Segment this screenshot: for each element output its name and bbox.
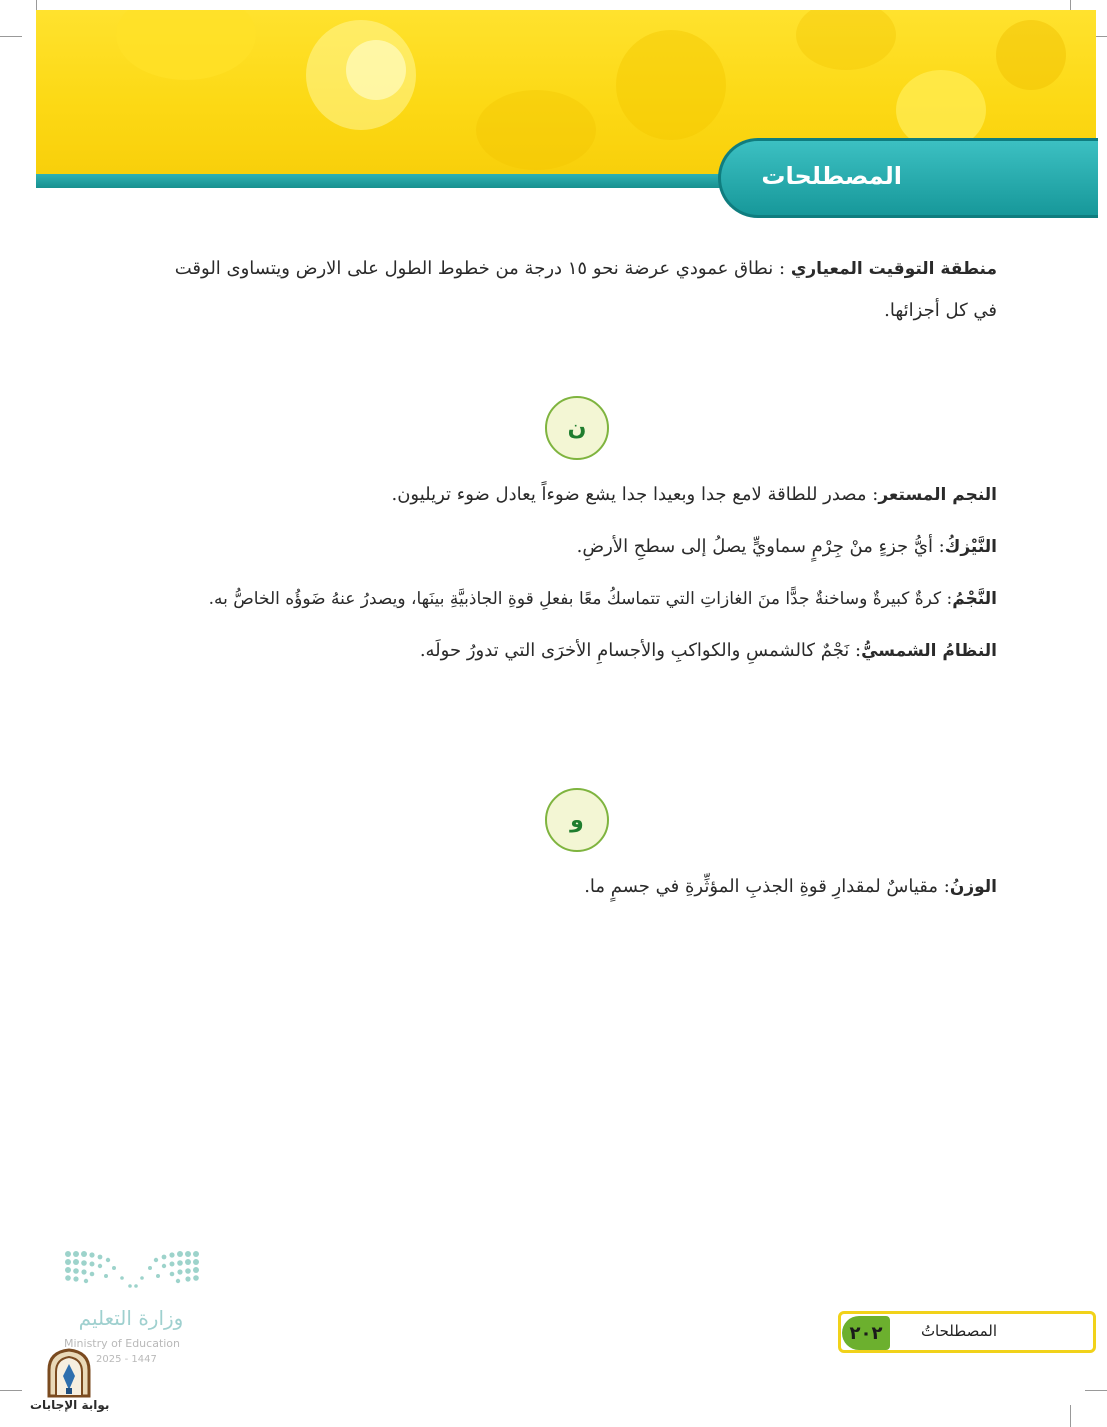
decor-bubble bbox=[346, 40, 406, 100]
crop-mark bbox=[0, 36, 22, 37]
page-number: ٢٠٢ bbox=[842, 1316, 890, 1350]
crop-mark bbox=[1070, 1405, 1071, 1427]
glossary-entry bbox=[391, 474, 997, 516]
entry-definition: : كرةٌ كبيرةٌ وساخنةٌ جدًّا منَ الغازاتِ التي تتماسكُ معًا بفعلِ قوةِ الجاذبيَّةِ بينَها، ويصدرُ عنهُ ضَوؤُه الخاصُّ به. bbox=[208, 589, 953, 609]
entry-definition: : أيُّ جزءٍ منْ جِرْمٍ سماويٍّ يصلُ إلى سطحِ الأرضِ. bbox=[576, 536, 945, 557]
entry-term: النَّيْزكُ bbox=[944, 537, 997, 557]
glossary-entry bbox=[420, 630, 997, 672]
ministry-year: 2025 - 1447 bbox=[96, 1354, 157, 1365]
entry-term: النَّجْمُ bbox=[952, 589, 997, 609]
footer-label: المصطلحاتُ bbox=[920, 1322, 997, 1340]
glossary-entry bbox=[209, 578, 997, 620]
entry-definition: نطاق عمودي عرضة نحو ١٥ درجة من خطوط الطول على الارض ويتساوى الوقت bbox=[174, 258, 774, 279]
decor-bubble bbox=[796, 10, 896, 70]
entry-definition: : نَجْمٌ كالشمسِ والكواكبِ والأجسامِ الأخرَى التي تدورُ حولَه. bbox=[419, 640, 862, 661]
glossary-entry bbox=[577, 526, 997, 568]
letter-circle-w bbox=[545, 788, 609, 852]
gate-logo-icon bbox=[44, 1348, 94, 1398]
watermark-text: بوابة الإجابات bbox=[30, 1398, 110, 1412]
entry-definition: : مصدر للطاقة لامع جدا وبعيدا جدا يشع ضوءاً يعادل ضوء تريليون. bbox=[391, 484, 879, 505]
crop-mark bbox=[1085, 1390, 1107, 1391]
entry-separator: : bbox=[773, 258, 791, 279]
glossary-entry bbox=[584, 866, 997, 908]
decor-bubble bbox=[476, 90, 596, 170]
glossary-entry bbox=[117, 248, 997, 332]
entry-term: الوزنُ bbox=[949, 877, 997, 897]
ministry-name-ar: وزارة التعليم bbox=[78, 1306, 184, 1330]
section-letter: و bbox=[570, 807, 584, 833]
entry-term: منطقة التوقيت المعياري bbox=[790, 259, 997, 279]
decor-bubble bbox=[616, 30, 726, 140]
letter-circle-n bbox=[545, 396, 609, 460]
entry-definition-cont: في كل أجزائها. bbox=[884, 300, 997, 321]
entry-term: النظامُ الشمسيُّ bbox=[861, 641, 997, 661]
page-title: المصطلحات bbox=[761, 162, 902, 190]
decor-bubble bbox=[116, 10, 256, 80]
entry-term: النجم المستعر bbox=[878, 485, 997, 505]
ministry-logo-icon bbox=[62, 1248, 202, 1294]
ministry-name-en: Ministry of Education bbox=[64, 1337, 181, 1350]
entry-definition: : مقياسٌ لمقدارِ قوةِ الجذبِ المؤثِّرةِ في جسمٍ ما. bbox=[584, 876, 950, 897]
decor-bubble bbox=[996, 20, 1066, 90]
crop-mark bbox=[0, 1390, 22, 1391]
section-letter: ن bbox=[567, 415, 587, 441]
